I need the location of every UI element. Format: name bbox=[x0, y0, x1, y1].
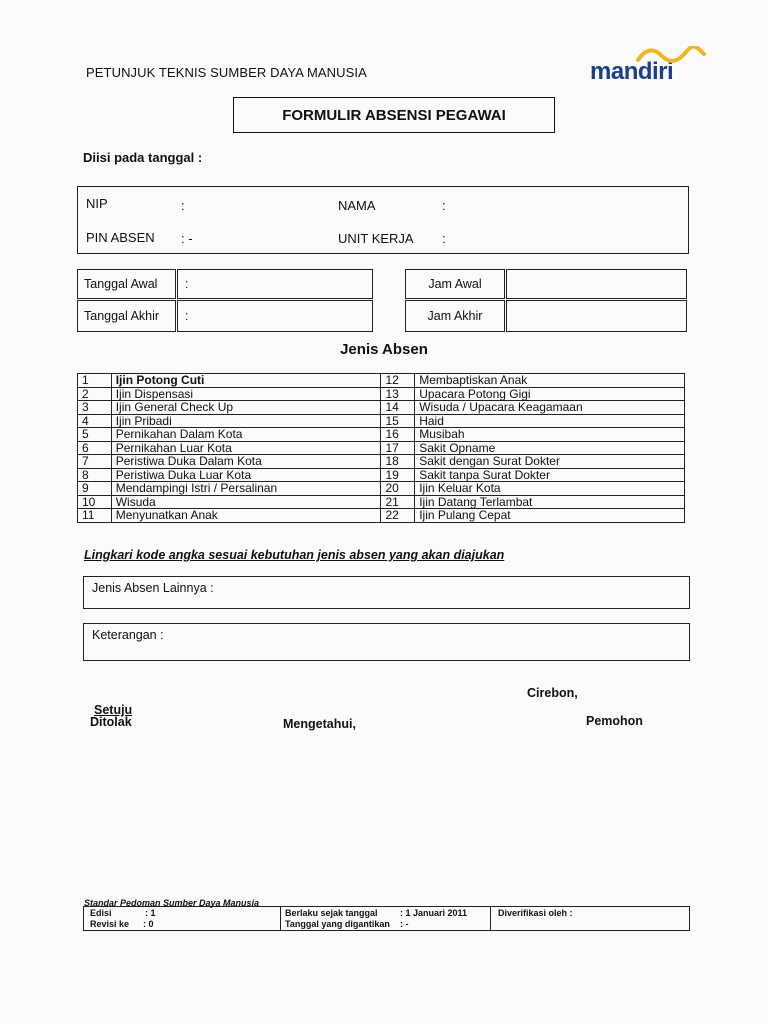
unit-colon: : bbox=[442, 231, 446, 246]
absen-row bbox=[78, 401, 685, 415]
absen-code[interactable]: 6 bbox=[78, 441, 112, 455]
absen-label: Ijin Pulang Cepat bbox=[415, 509, 685, 523]
absen-label: Pernikahan Luar Kota bbox=[111, 441, 381, 455]
jenis-absen-table bbox=[77, 373, 685, 523]
footer-title: Standar Pedoman Sumber Daya Manusia bbox=[84, 898, 260, 908]
absen-row bbox=[78, 387, 685, 401]
time-box bbox=[405, 269, 687, 332]
absen-code[interactable]: 5 bbox=[78, 428, 112, 442]
absen-label: Sakit dengan Surat Dokter bbox=[415, 455, 685, 469]
nip-label: NIP bbox=[86, 196, 108, 211]
absen-code[interactable]: 2 bbox=[78, 387, 112, 401]
absen-code[interactable]: 8 bbox=[78, 468, 112, 482]
jam-akhir-field[interactable] bbox=[506, 300, 687, 332]
berlaku-value: : 1 Januari 2011 bbox=[400, 908, 468, 918]
absen-label: Haid bbox=[415, 414, 685, 428]
tanggal-akhir-label: Tanggal Akhir bbox=[77, 300, 176, 332]
mandiri-logo bbox=[590, 46, 710, 86]
absen-label: Upacara Potong Gigi bbox=[415, 387, 685, 401]
diverifikasi-label: Diverifikasi oleh : bbox=[498, 908, 573, 918]
diisi-label: Diisi pada tanggal : bbox=[83, 150, 203, 165]
absen-label: Mendampingi Istri / Persalinan bbox=[111, 482, 381, 496]
absen-label: Wisuda bbox=[111, 495, 381, 509]
jam-awal-label: Jam Awal bbox=[405, 269, 505, 299]
keterangan-field[interactable] bbox=[83, 623, 690, 661]
absen-code[interactable]: 18 bbox=[381, 455, 415, 469]
absen-label: Musibah bbox=[415, 428, 685, 442]
pin-colon: : - bbox=[181, 231, 193, 246]
absen-row bbox=[78, 495, 685, 509]
digantikan-value: : - bbox=[400, 919, 409, 929]
absen-row bbox=[78, 509, 685, 523]
absen-code[interactable]: 17 bbox=[381, 441, 415, 455]
digantikan-label: Tanggal yang digantikan bbox=[285, 919, 390, 929]
absen-label: Ijin Dispensasi bbox=[111, 387, 381, 401]
absen-code[interactable]: 1 bbox=[78, 374, 112, 388]
unit-label: UNIT KERJA bbox=[338, 231, 414, 246]
nip-colon: : bbox=[181, 198, 185, 213]
absen-row bbox=[78, 468, 685, 482]
absen-label: Sakit tanpa Surat Dokter bbox=[415, 468, 685, 482]
logo-wave-icon bbox=[636, 46, 706, 64]
pin-label: PIN ABSEN bbox=[86, 230, 155, 245]
absen-code[interactable]: 20 bbox=[381, 482, 415, 496]
absen-code[interactable]: 4 bbox=[78, 414, 112, 428]
jenis-absen-lainnya-label: Jenis Absen Lainnya : bbox=[92, 581, 214, 595]
absen-row bbox=[78, 374, 685, 388]
absen-code[interactable]: 15 bbox=[381, 414, 415, 428]
tanggal-awal-field[interactable]: : bbox=[177, 269, 373, 299]
absen-label: Peristiwa Duka Luar Kota bbox=[111, 468, 381, 482]
absen-code[interactable]: 9 bbox=[78, 482, 112, 496]
absen-row bbox=[78, 482, 685, 496]
absen-row bbox=[78, 441, 685, 455]
berlaku-label: Berlaku sejak tanggal bbox=[285, 908, 378, 918]
absen-code[interactable]: 11 bbox=[78, 509, 112, 523]
jenis-absen-title: Jenis Absen bbox=[340, 341, 428, 358]
logo-text: mandiri bbox=[590, 58, 674, 85]
absen-code[interactable]: 12 bbox=[381, 374, 415, 388]
city-label: Cirebon, bbox=[527, 686, 578, 700]
nama-label: NAMA bbox=[338, 198, 376, 213]
revisi-value: : 0 bbox=[143, 919, 154, 929]
edisi-value: : 1 bbox=[145, 908, 156, 918]
absen-code[interactable]: 21 bbox=[381, 495, 415, 509]
absen-label: Pernikahan Dalam Kota bbox=[111, 428, 381, 442]
jenis-absen-lainnya-field[interactable] bbox=[83, 576, 690, 609]
revisi-label: Revisi ke bbox=[90, 919, 130, 929]
absen-label: Ijin Keluar Kota bbox=[415, 482, 685, 496]
absen-label: Ijin Pribadi bbox=[111, 414, 381, 428]
edisi-label: Edisi bbox=[90, 908, 112, 918]
keterangan-label: Keterangan : bbox=[92, 628, 164, 642]
absen-label: Menyunatkan Anak bbox=[111, 509, 381, 523]
tanggal-akhir-field[interactable]: : bbox=[177, 300, 373, 332]
absen-label: Ijin General Check Up bbox=[111, 401, 381, 415]
form-title: FORMULIR ABSENSI PEGAWAI bbox=[233, 97, 555, 133]
absen-code[interactable]: 19 bbox=[381, 468, 415, 482]
absen-label: Wisuda / Upacara Keagamaan bbox=[415, 401, 685, 415]
absen-row bbox=[78, 428, 685, 442]
absen-row bbox=[78, 455, 685, 469]
instruction-text: Lingkari kode angka sesuai kebutuhan jenis absen yang akan diajukan bbox=[84, 548, 505, 562]
absen-label: Ijin Datang Terlambat bbox=[415, 495, 685, 509]
header-subtitle: PETUNJUK TEKNIS SUMBER DAYA MANUSIA bbox=[86, 65, 367, 80]
identity-box bbox=[77, 186, 689, 254]
absen-row bbox=[78, 414, 685, 428]
date-box bbox=[77, 269, 373, 332]
absen-label: Peristiwa Duka Dalam Kota bbox=[111, 455, 381, 469]
absen-label: Ijin Potong Cuti bbox=[111, 374, 381, 388]
absen-code[interactable]: 14 bbox=[381, 401, 415, 415]
absen-code[interactable]: 13 bbox=[381, 387, 415, 401]
nama-colon: : bbox=[442, 198, 446, 213]
footer-box bbox=[83, 906, 690, 931]
mengetahui-label: Mengetahui, bbox=[283, 717, 356, 731]
setuju-option[interactable]: Setuju bbox=[94, 703, 133, 717]
jam-akhir-label: Jam Akhir bbox=[405, 300, 505, 332]
absen-code[interactable]: 3 bbox=[78, 401, 112, 415]
absen-label: Membaptiskan Anak bbox=[415, 374, 685, 388]
ditolak-option[interactable]: Ditolak bbox=[90, 715, 132, 729]
absen-label: Sakit Opname bbox=[415, 441, 685, 455]
absen-code[interactable]: 10 bbox=[78, 495, 112, 509]
tanggal-awal-label: Tanggal Awal bbox=[77, 269, 176, 299]
pemohon-label: Pemohon bbox=[586, 714, 643, 728]
absen-code[interactable]: 7 bbox=[78, 455, 112, 469]
jam-awal-field[interactable] bbox=[506, 269, 687, 299]
absen-code[interactable]: 16 bbox=[381, 428, 415, 442]
absen-code[interactable]: 22 bbox=[381, 509, 415, 523]
